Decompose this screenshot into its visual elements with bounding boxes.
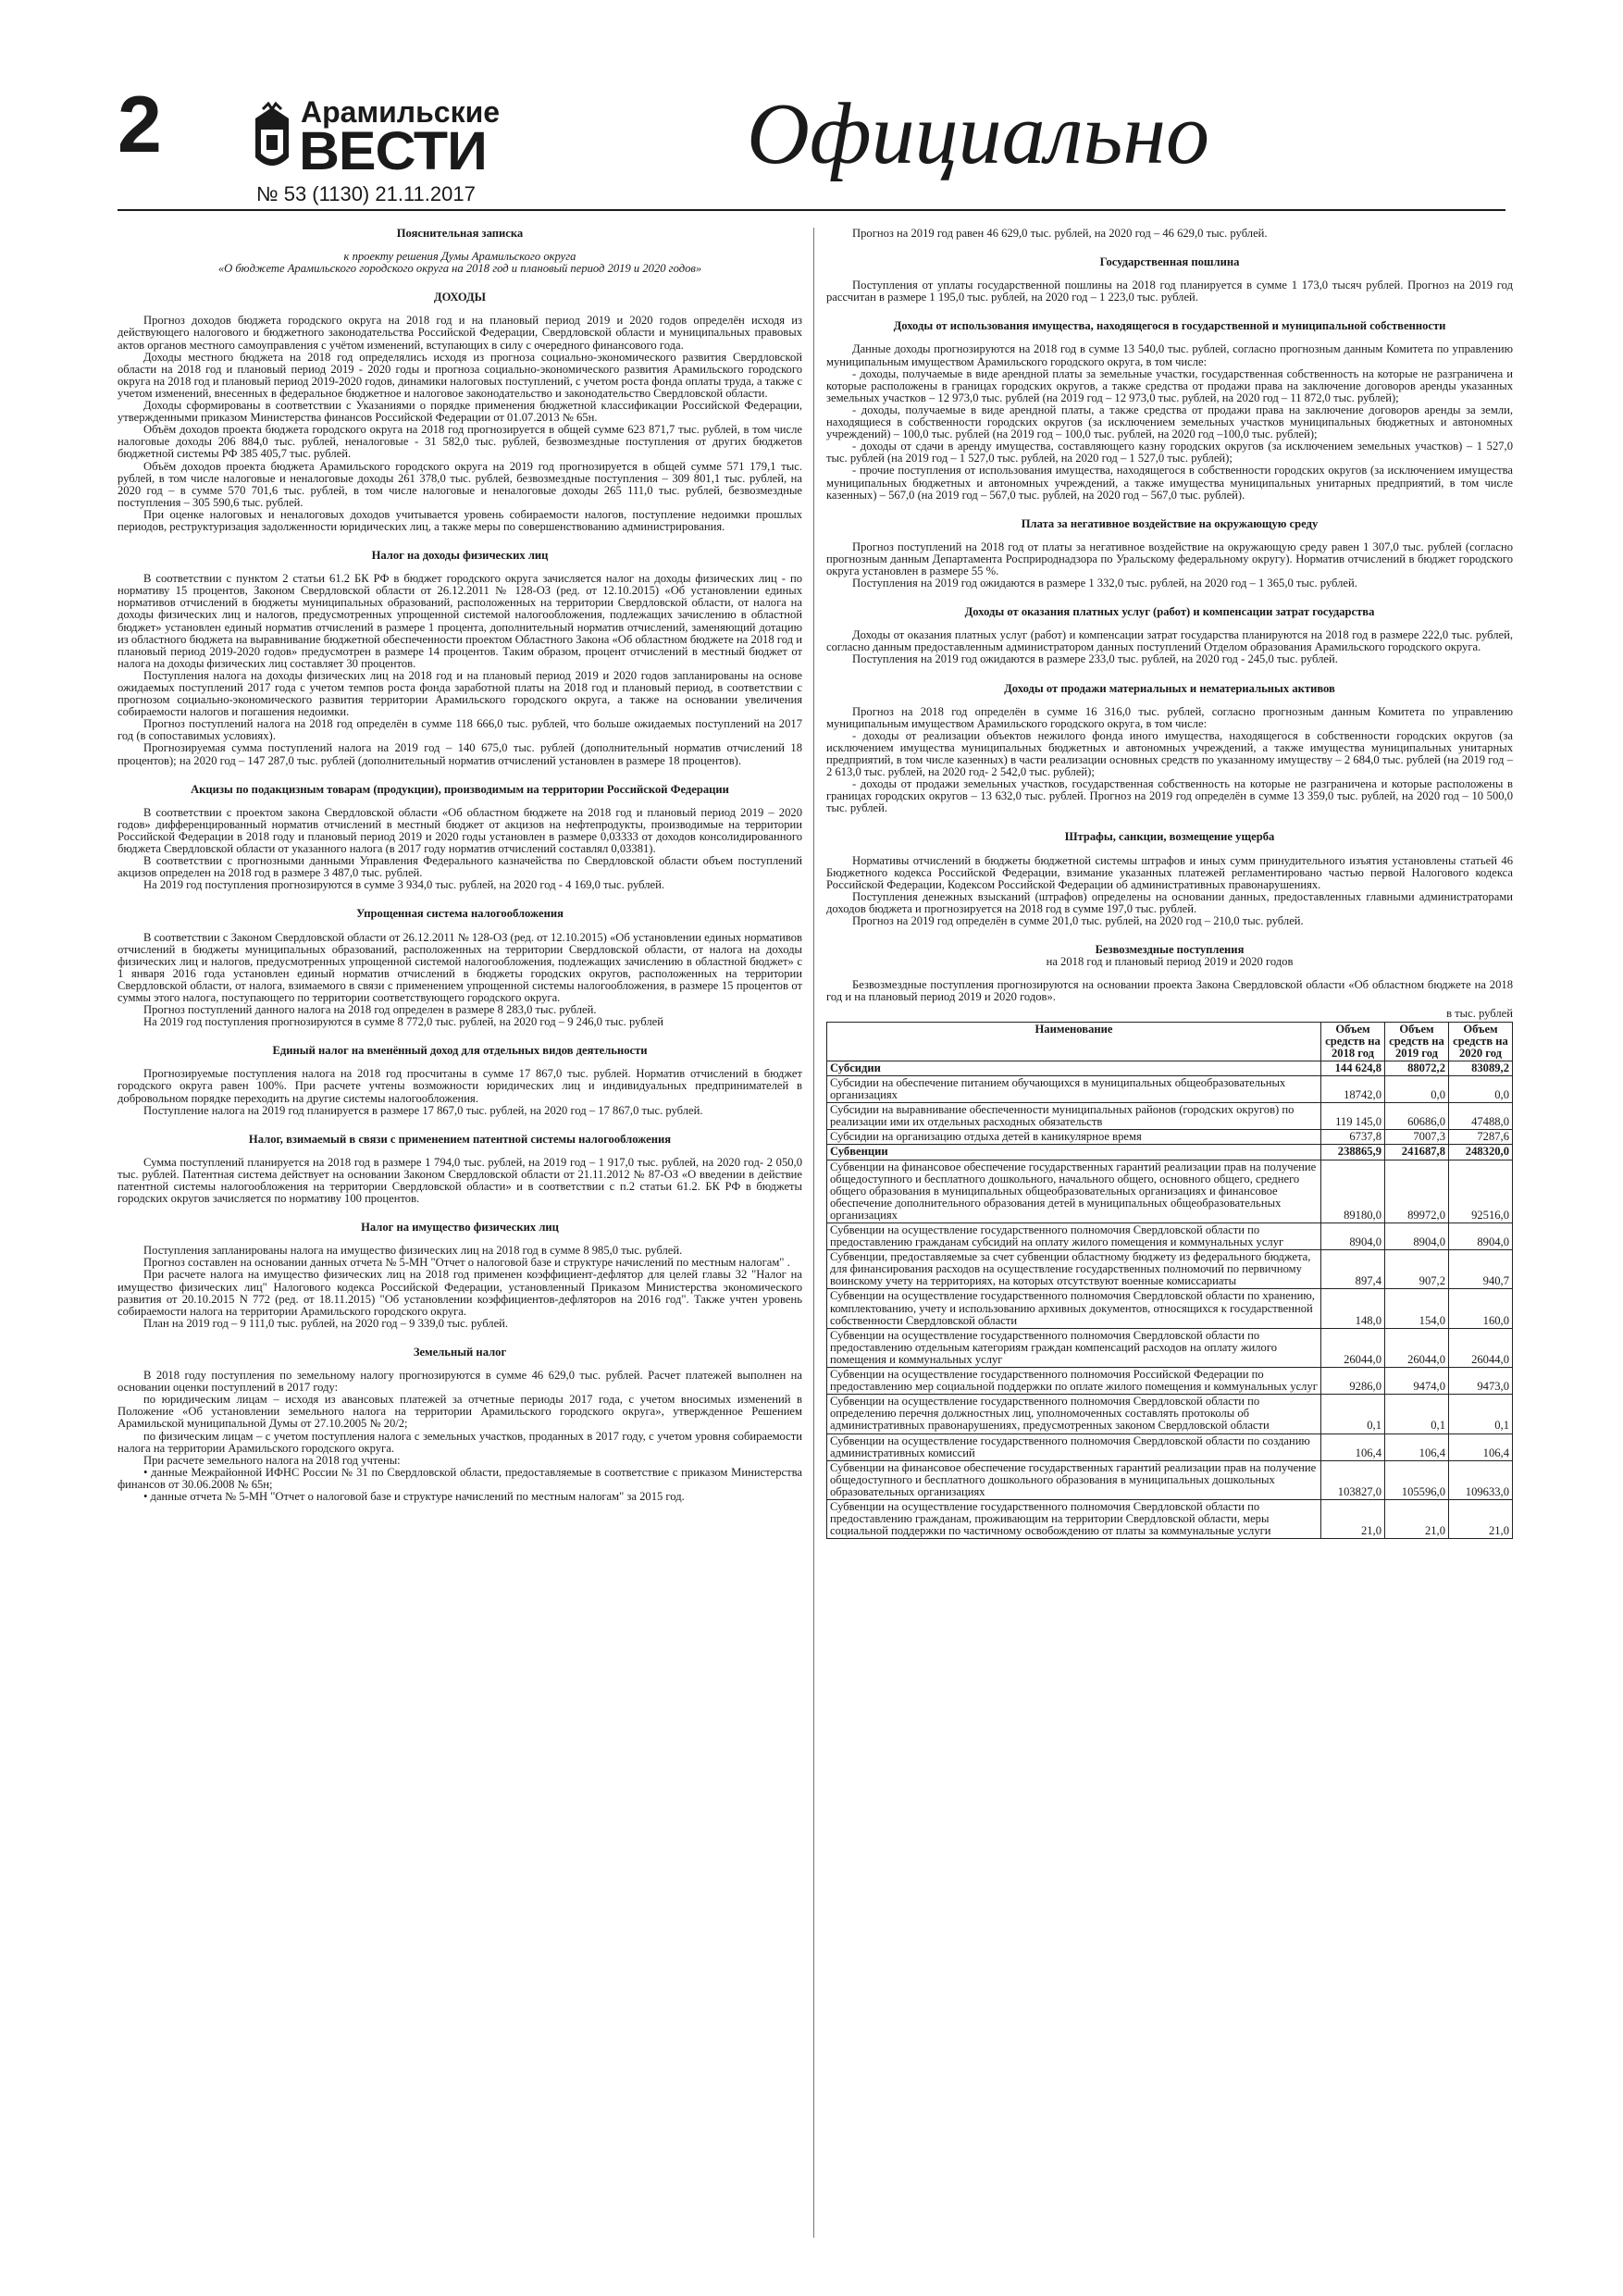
table-header: Объем средств на 2019 год [1385,1022,1449,1061]
table-row [827,1499,1513,1538]
table-cell-2018: 8904,0 [1321,1223,1385,1250]
table-row [827,1289,1513,1328]
paragraph: При оценке налоговых и неналоговых доходов учитывается уровень собираемости налогов, поступление недоимки прошлых периодов, реструктуризация задолженности юридических лиц, а также меры по совершенствованию администрирования. [118,507,802,533]
table-cell-2018: 103827,0 [1321,1460,1385,1499]
table-cell-name: Субвенции на осуществление государственного полномочия Свердловской области по предоставлению гражданам, проживающим на территории Свердловской области, меры социальной поддержки по частичному освобождению от платы за коммунальные услуги [827,1499,1321,1538]
column-divider [813,228,814,2238]
paragraph: Прогноз поступлений на 2018 год от платы за негативное воздействие на окружающую среду равен 1 307,0 тыс. рублей (согласно прогнозным данным Департамента Росприроднадзора по Уральскому федеральному округу). Норматив отчислений в бюджет городского округа установлен в размере 55 %. [826,540,1513,577]
table-cell-name: Субсидии на выравнивание обеспеченности муниципальных районов (городских округов) по реализации ими их отдельных расходных обязательств [827,1103,1321,1130]
table-cell-name: Субвенции на осуществление государственного полномочия Российской Федерации по предоставлению мер социальной поддержки по оплате жилого помещения и коммунальных услуг [827,1368,1321,1395]
masthead [118,83,1505,208]
table-cell-2019: 9474,0 [1385,1368,1449,1395]
paragraph: Прогнозируемые поступления налога на 2018 год просчитаны в сумме 17 867,0 тыс. рублей. Норматив отчислений в бюджет городского округа равен 100%. При расчете учтены возможности юридических лиц и индивидуальных предпринимателей в добровольном порядке переходить на другие системы налогообложения. [118,1067,802,1105]
table-cell-name: Субвенции, предоставляемые за счет субвенции областному бюджету из федерального бюджета, для финансирования расходов на осуществление государственных полномочий по первичному воинскому учету на территориях, на которых отсутствуют военные комиссариаты [827,1250,1321,1289]
table-row [827,1160,1513,1222]
table-cell-name: Субвенции на осуществление государственного полномочия Свердловской области по предоставлению гражданам субсидий на оплату жилого помещения и коммунальных услуг [827,1223,1321,1250]
table-cell-2018: 106,4 [1321,1433,1385,1460]
table-unit-label: в тыс. рублей [1446,1006,1513,1020]
issue-number: № 53 (1130) 21.11.2017 [256,182,476,205]
paragraph: В соответствии с Законом Свердловской области от 26.12.2011 № 128-ОЗ (ред. от 12.10.2015) «Об установлении единых нормативов отчислений в бюджеты муниципальных образований, расположенных на территории Свердловской области, от налога на доходы физических лиц и налогов, предусмотренных упрощенной системой налогообложения, подлежащих зачислению в областной бюджет» с 1 января 2016 года установлен единый норматив отчислений в бюджеты городских округов, расположенных на территории Свердловской области, от налога, взимаемого в связи с применением упрощенной системы налогообложения, в размере 15 процентов от суммы этого налога, поступающего по территории соответствующего городского округа. [118,930,802,1004]
table-cell-2020: 21,0 [1449,1499,1513,1538]
transfers-table [826,1022,1513,1540]
paragraph: - доходы от продажи земельных участков, государственная собственность на которые не разграничена и которые расположены в границах городских округов – 13 632,0 тыс. рублей. Прогноз на 2019 год определён в сумме 13 359,0 тыс. рублей, на 2020 год – 10 500,0 тыс. рублей. [826,777,1513,815]
paragraph: Прогноз поступлений данного налога на 2018 год определен в размере 8 283,0 тыс. рублей. [143,1003,597,1017]
paragraph: - доходы, получаемые в виде арендной платы за земельные участки, государственная собственность на которые не разграничена и которые расположены в границах городских округов, а также средства от продажи права на заключение договоров аренды указанных земельных участков – 12 973,0 тыс. рублей (на 2019 год – 12 973,0 тыс. рублей, на 2020 год – 11 872,0 тыс. рублей); [826,366,1513,404]
paragraph: по физическим лицам – с учетом поступления налога с земельных участков, проданных в 2017 году, с учетом уровня собираемости налога на территории Арамильского городского округа. [118,1429,802,1455]
table-cell-2019: 7007,3 [1385,1130,1449,1145]
paragraph: Поступление налога на 2019 год планируется в размере 17 867,0 тыс. рублей, на 2020 год – 17 867,0 тыс. рублей. [143,1103,703,1117]
heading-property: Налог на имущество физических лиц [361,1221,559,1235]
table-header: Наименование [827,1022,1321,1061]
masthead-rule [118,209,1505,211]
table-row [827,1103,1513,1130]
table-row [827,1075,1513,1102]
logo-title-small: Арамильские [301,95,501,129]
table-cell-2020: 47488,0 [1449,1103,1513,1130]
paragraph: • данные отчета № 5-МН "Отчет о налоговой базе и структуре начислений по местным налогам" за 2015 год. [143,1489,685,1503]
table-cell-2020: 26044,0 [1449,1328,1513,1367]
table-cell-2018: 21,0 [1321,1499,1385,1538]
table-cell-2020: 160,0 [1449,1289,1513,1328]
heading-usn: Упрощенная система налогообложения [356,907,564,921]
table-cell-2019: 26044,0 [1385,1328,1449,1367]
table-cell-2018: 26044,0 [1321,1328,1385,1367]
table-cell-2019: 106,4 [1385,1433,1449,1460]
paragraph: - доходы от сдачи в аренду имущества, составляющего казну городских округов (за исключением земельных участков) – 1 527,0 тыс. рублей (на 2019 год – 1 527,0 тыс. рублей, на 2020 год – 1 527,0 тыс. рублей); [826,440,1513,465]
table-row [827,1460,1513,1499]
left-column [118,228,802,1503]
heading-envd: Единый налог на вменённый доход для отдельных видов деятельности [272,1044,648,1058]
table-header-row [827,1022,1513,1061]
city-crest-icon [250,102,294,176]
paragraph: - доходы от реализации объектов нежилого фонда иного имущества, находящегося в собственности городских округов (за исключением имущества муниципальных бюджетных и автономных учреждений, а также имущества муниципальных унитарных предприятий, в том числе казенных) в части реализации основных средств по указанному имуществу – 2 684,0 тыс. рублей (на 2019 год – 2 613,0 тыс. рублей, на 2020 год- 2 542,0 тыс. рублей); [826,728,1513,779]
paragraph: Поступления от уплаты государственной пошлины на 2018 год планируется в сумме 1 173,0 тысяч рублей. Прогноз на 2019 год рассчитан в размере 1 195,0 тыс. рублей, на 2020 год – 1 223,0 тыс. рублей. [826,279,1513,304]
table-row [827,1433,1513,1460]
table-cell-name: Субвенции на осуществление государственного полномочия Свердловской области по хранению, комплектованию, учету и использованию архивных документов, относящихся к государственной собственности Свердловской области [827,1289,1321,1328]
heading-fines: Штрафы, санкции, возмещение ущерба [1064,830,1275,844]
table-cell-2018: 119 145,0 [1321,1103,1385,1130]
paragraph: - прочие поступления от использования имущества, находящегося в собственности городских округов (за исключением имущества муниципальных бюджетных и автономных учреждений, а также имущества муниципальных унитарных предприятий, в том числе казенных) – 567,0 (на 2019 год – 567,0 тыс. рублей, на 2020 год – 567,0 тыс. рублей). [826,464,1513,502]
paragraph: Поступления запланированы налога на имущество физических лиц на 2018 год в сумме 8 985,0 тыс. рублей. [143,1244,683,1258]
table-cell-2020: 8904,0 [1449,1223,1513,1250]
table-cell-2020: 92516,0 [1449,1160,1513,1222]
section-title: Официально [747,86,1210,182]
paragraph: Доходы местного бюджета на 2018 год определялись исходя из прогноза социально-экономического развития Свердловской области на 2018 год и плановый период 2019 - 2020 годы и прогноза социально-экономического развития Арамильского городского округа на 2018 год и плановый период 2019-2020 годов, динамики налоговых поступлений, с учетом роста фонда оплаты труда, а также с учетом изменений, внесенных в федеральное бюджетное и налоговое законодательство и законодательство Свердловской области. [118,350,802,400]
table-row [827,1061,1513,1075]
table-cell-name: Субсидии на обеспечение питанием обучающихся в муниципальных общеобразовательных организациях [827,1075,1321,1102]
intro-title: Пояснительная записка [396,227,524,240]
paragraph: Прогноз на 2019 год определён в сумме 201,0 тыс. рублей, на 2020 год – 210,0 тыс. рублей. [852,914,1304,928]
paragraph: Прогнозируемая сумма поступлений налога на 2019 год – 140 675,0 тыс. рублей (дополнительный норматив отчислений 18 процентов); на 2020 год – 147 287,0 тыс. рублей (дополнительный норматив отчислений установлен в размере 18 процентов). [118,741,802,767]
heading-asset-sale: Доходы от продажи материальных и нематериальных активов [1004,681,1335,695]
table-cell-name: Субсидии на организацию отдыха детей в каникулярное время [827,1130,1321,1145]
paragraph: Прогноз на 2018 год определён в сумме 16 316,0 тыс. рублей, согласно прогнозным данным Комитета по управлению муниципальным имуществом Арамильского городского округа, в том числе: [826,704,1513,730]
table-cell-2020: 7287,6 [1449,1130,1513,1145]
table-cell-name: Субвенции на финансовое обеспечение государственных гарантий реализации прав на получение общедоступного и бесплатного дошкольного образования в муниципальных дошкольных образовательных организациях [827,1460,1321,1499]
table-cell-2019: 88072,2 [1385,1061,1449,1075]
table-cell-2018: 144 624,8 [1321,1061,1385,1075]
table-cell-2019: 241687,8 [1385,1145,1449,1160]
heading-income: ДОХОДЫ [433,291,487,304]
paragraph: На 2019 год поступления прогнозируются в сумме 3 934,0 тыс. рублей, на 2020 год - 4 169,0 тыс. рублей. [143,878,664,892]
table-header: Объем средств на 2018 год [1321,1022,1385,1061]
table-cell-2018: 18742,0 [1321,1075,1385,1102]
heading-land: Земельный налог [413,1345,507,1359]
heading-patent: Налог, взимаемый в связи с применением патентной системы налогообложения [248,1132,672,1146]
paragraph: Сумма поступлений планируется на 2018 год в размере 1 794,0 тыс. рублей, на 2019 год – 1 917,0 тыс. рублей, на 2020 год- 2 050,0 тыс. рублей. Патентная система действует на основании Законом Свердловской области от 21.11.2012 № 87-ОЗ «О введении в действие патентной системы налогообложения на территории Свердловской области» и в соответствии с п.2 статьи 61.2. БК РФ в бюджеты городских округов зачисляется по нормативу 100 процентов. [118,1155,802,1206]
table-cell-2018: 89180,0 [1321,1160,1385,1222]
table-cell-2018: 897,4 [1321,1250,1385,1289]
paragraph: В соответствии с пунктом 2 статьи 61.2 БК РФ в бюджет городского округа зачисляется налог на доходы физических лиц - по нормативу 15 процентов, Законом Свердловской области от 26.12.2011 № 128-ОЗ (ред. от 12.10.2015) «Об установлении единых нормативов отчислений в бюджеты муниципальных образований, расположенных на территории Свердловской области, от налога на доходы физических лиц и налогов, предусмотренных упрощенной системой налогообложения, подлежащих зачислению в областной бюджет» установлен единый норматив отчислений в размере 1 процента, дополнительный норматив отчислений, заменяющий дотацию из областного бюджета на выравнивание бюджетной обеспеченности проектом Областного Закона «Об областном бюджете на 2018 год и плановый период 2019-2020 годов» предусмотрен в размере 14 процентов. Таким образом, процент отчислений в местный бюджет от налога на доходы физических лиц составляет 30 процентов. [118,572,802,670]
paragraph: • данные Межрайонной ИФНС России № 31 по Свердловской области, предоставляемые в соответствие с приказом Министерства финансов от 30.06.2008 № 65н; [118,1465,802,1491]
table-cell-2018: 238865,9 [1321,1145,1385,1160]
page-number: 2 [118,81,162,169]
table-cell-name: Субвенции на осуществление государственного полномочия Свердловской области по созданию административных комиссий [827,1433,1321,1460]
table-row [827,1130,1513,1145]
table-row [827,1250,1513,1289]
paragraph: Прогноз поступлений налога на 2018 год определён в сумме 118 666,0 тыс. рублей, что больше ожидаемых поступлений на 2017 год (в сопоставимых условиях). [118,717,802,743]
table-cell-2019: 8904,0 [1385,1223,1449,1250]
table-row [827,1223,1513,1250]
table-row [827,1328,1513,1367]
table-header: Объем средств на 2020 год [1449,1022,1513,1061]
paragraph: При расчете земельного налога на 2018 год учтены: [143,1453,401,1467]
table-cell-2020: 0,0 [1449,1075,1513,1102]
table-cell-2019: 60686,0 [1385,1103,1449,1130]
table-cell-2019: 21,0 [1385,1499,1449,1538]
intro-subtitle-2: «О бюджете Арамильского городского округа на 2018 год и плановый период 2019 и 2020 годов» [217,262,702,276]
heading-environment: Плата за негативное воздействие на окружающую среду [1021,516,1319,530]
table-cell-2018: 6737,8 [1321,1130,1385,1145]
table-cell-2019: 0,1 [1385,1395,1449,1433]
paragraph: План на 2019 год – 9 111,0 тыс. рублей, на 2020 год – 9 339,0 тыс. рублей. [143,1316,509,1330]
right-column [826,228,1513,1539]
paragraph: Прогноз составлен на основании данных отчета № 5-МН "Отчет о налоговой базе и структуре начислений по местным налогам" . [143,1256,790,1270]
table-cell-2019: 154,0 [1385,1289,1449,1328]
paragraph: Прогноз на 2019 год равен 46 629,0 тыс. рублей, на 2020 год – 46 629,0 тыс. рублей. [852,227,1268,240]
heading-transfers: Безвозмездные поступления [1095,943,1245,957]
table-cell-2020: 0,1 [1449,1395,1513,1433]
heading-excise: Акцизы по подакцизным товарам (продукции), производимым на территории Российской Федерации [191,782,729,796]
paragraph: по юридическим лицам – исходя из авансовых платежей за отчетные периоды 2017 года, с учетом вносимых изменений в Положение «Об установлении земельного налога на территории Арамильского городского округа», утвержденное Решением Арамильской муниципальной Думы от 27.10.2005 № 20/2; [118,1393,802,1431]
table-cell-2019: 105596,0 [1385,1460,1449,1499]
paragraph: Поступления на 2019 год ожидаются в размере 1 332,0 тыс. рублей, на 2020 год – 1 365,0 тыс. рублей. [852,577,1357,590]
paragraph: Прогноз доходов бюджета городского округа на 2018 год и на плановый период 2019 и 2020 годов определён исходя из действующего налогового и бюджетного законодательства Российской Федерации, Свердловской области и муниципальных правовых актов органов местного самоуправления с учётом изменений, вступающих в силу с очередного финансового года. [118,314,802,352]
paragraph: Поступления налога на доходы физических лиц на 2018 год и на плановый период 2019 и 2020 годов запланированы на основе ожидаемых поступлений 2017 года с учетом темпов роста фонда заработной платы на 2018 год и плановый период, в соответствии с прогнозом социально-экономического развития территории Арамильского городского округа, а также на основании увеличения собираемости налогов и погашения недоимки. [118,668,802,719]
table-row [827,1145,1513,1160]
table-cell-2019: 89972,0 [1385,1160,1449,1222]
paragraph: Объём доходов проекта бюджета Арамильского городского округа на 2019 год прогнозируется в общей сумме 571 179,1 тыс. рублей, в том числе налоговые и неналоговые доходы 261 378,0 тыс. рублей, безвозмездные поступления – 309 801,1 тыс. рублей, на 2020 год – в сумме 570 701,6 тыс. рублей, в том числе налоговые и неналоговые доходы 265 111,0 тыс. рублей, безвозмездные поступления – 305 590,6 тыс. рублей. [118,459,802,509]
paragraph: На 2019 год поступления прогнозируются в сумме 8 772,0 тыс. рублей, на 2020 год – 9 246,0 тыс. рублей [143,1015,663,1029]
table-cell-2019: 907,2 [1385,1250,1449,1289]
paragraph: Безвозмездные поступления прогнозируются на основании проекта Закона Свердловской области «Об областном бюджете на 2018 год и на плановый период 2019 и 2020 годов». [826,978,1513,1004]
paragraph: Нормативы отчислений в бюджеты бюджетной системы штрафов и иных сумм принудительного изъятия установлены статьей 46 Бюджетного кодекса Российской Федерации, взимание указанных платежей регламентировано частью первой Налогового кодекса Российской Федерации, Кодексом Российской Федерации об административных правонарушениях. [826,853,1513,891]
table-cell-2020: 248320,0 [1449,1145,1513,1160]
table-cell-2020: 83089,2 [1449,1061,1513,1075]
heading-property-use: Доходы от использования имущества, находящегося в государственной и муниципальной собственности [893,319,1446,333]
table-row [827,1368,1513,1395]
table-cell-2020: 106,4 [1449,1433,1513,1460]
table-row [827,1395,1513,1433]
heading-ndfl: Налог на доходы физических лиц [371,549,549,563]
paragraph: В соответствии с проектом закона Свердловской области «Об областном бюджете на 2018 год и плановый период 2019 – 2020 годов» дифференцированный норматив отчислений в местный бюджет от акцизов на нефтепродукты, производимые на территории Российской Федерации в 2018 году и плановый период 2019 и 2020 годы установлен в размере 0,03333 от доходов консолидированного бюджета Свердловской области от указанного налога (в 2017 году норматив отчислений составлял 0,03381). [118,805,802,856]
paragraph: В соответствии с прогнозными данными Управления Федерального казначейства по Свердловской области объем поступлений акцизов определен на 2018 год в размере 3 487,0 тыс. рублей. [118,854,802,880]
paragraph: Доходы сформированы в соответствии с Указаниями о порядке применения бюджетной классификации Российской Федерации, утвержденными приказом Министерства финансов Российской Федерации от 01.07.2013 № 65н. [118,399,802,425]
table-cell-name: Субвенции на финансовое обеспечение государственных гарантий реализации прав на получение общедоступного и бесплатного дошкольного, начального общего, основного общего, среднего общего образования в муниципальных общеобразовательных организациях и финансовое обеспечение дополнительного образования детей в муниципальных общеобразовательных организациях [827,1160,1321,1222]
paragraph: Поступления денежных взысканий (штрафов) определены на основании данных, предоставленных главными администраторами доходов бюджета и прогнозируется на 2018 год в сумме 197,0 тыс. рублей. [826,889,1513,915]
paragraph: При расчете налога на имущество физических лиц на 2018 год применен коэффициент-дефлятор для целей главы 32 "Налог на имущество физических лиц" Налогового кодекса Российской Федерации, установленный Приказом Министерства экономического развития от 20.10.2015 N 772 (ред. от 18.11.2015) "Об установлении коэффициентов-дефляторов на 2016 год". Также учтен уровень собираемости налога на территории Арамильского городского округа. [118,1268,802,1318]
logo-title-main: ВЕСТИ [299,121,487,181]
table-cell-name: Субвенции на осуществление государственного полномочия Свердловской области по предоставлению отдельным категориям граждан компенсаций расходов на оплату жилого помещения и коммунальных услуг [827,1328,1321,1367]
paragraph: Поступления на 2019 год ожидаются в размере 233,0 тыс. рублей, на 2020 год - 245,0 тыс. рублей. [852,652,1338,666]
table-cell-2018: 9286,0 [1321,1368,1385,1395]
paragraph: Данные доходы прогнозируются на 2018 год в сумме 13 540,0 тыс. рублей, согласно прогнозным данным Комитета по управлению муниципальным имуществом Арамильского городского округа, в том числе: [826,342,1513,368]
table-cell-name: Субвенции на осуществление государственного полномочия Свердловской области по определению перечня должностных лиц, уполномоченных составлять протоколы об административных правонарушениях, предусмотренных законом Свердловской области [827,1395,1321,1433]
table-cell-2018: 148,0 [1321,1289,1385,1328]
table-cell-name: Субвенции [827,1145,1321,1160]
heading-services: Доходы от оказания платных услуг (работ) и компенсации затрат государства [964,605,1375,619]
heading-duty: Государственная пошлина [1099,255,1240,269]
paragraph: Объём доходов проекта бюджета городского округа на 2018 год прогнозируется в общей сумме 623 871,7 тыс. рублей, в том числе налоговые доходы 206 884,0 тыс. рублей, неналоговые - 31 582,0 тыс. рублей, безвозмездные поступления от других бюджетов бюджетной системы РФ 385 405,7 тыс. рублей. [118,423,802,461]
paragraph: - доходы, получаемые в виде арендной платы, а также средства от продажи права на заключение договоров аренды за земли, находящиеся в собственности городских округов (за исключением земельных участков муниципальных бюджетных и автономных учреждений) – 100,0 тыс. рублей (на 2019 год – 100,0 тыс. рублей, на 2020 год –100,0 тыс. рублей); [826,403,1513,441]
paragraph: Доходы от оказания платных услуг (работ) и компенсации затрат государства планируются на 2018 год в размере 222,0 тыс. рублей, согласно данным предоставленным администратором данных поступлений Отделом образования Арамильского городского округа. [826,628,1513,654]
heading-transfers-sub: на 2018 год и плановый период 2019 и 2020 годов [1046,955,1294,969]
paragraph: В 2018 году поступления по земельному налогу прогнозируются в сумме 46 629,0 тыс. рублей. Расчет платежей выполнен на основании оценки поступлений в 2017 году: [118,1369,802,1395]
table-cell-2020: 940,7 [1449,1250,1513,1289]
table-cell-2020: 9473,0 [1449,1368,1513,1395]
intro-subtitle-1: к проекту решения Думы Арамильского округа [343,250,576,264]
table-cell-2018: 0,1 [1321,1395,1385,1433]
table-cell-2019: 0,0 [1385,1075,1449,1102]
table-cell-2020: 109633,0 [1449,1460,1513,1499]
table-cell-name: Субсидии [827,1061,1321,1075]
